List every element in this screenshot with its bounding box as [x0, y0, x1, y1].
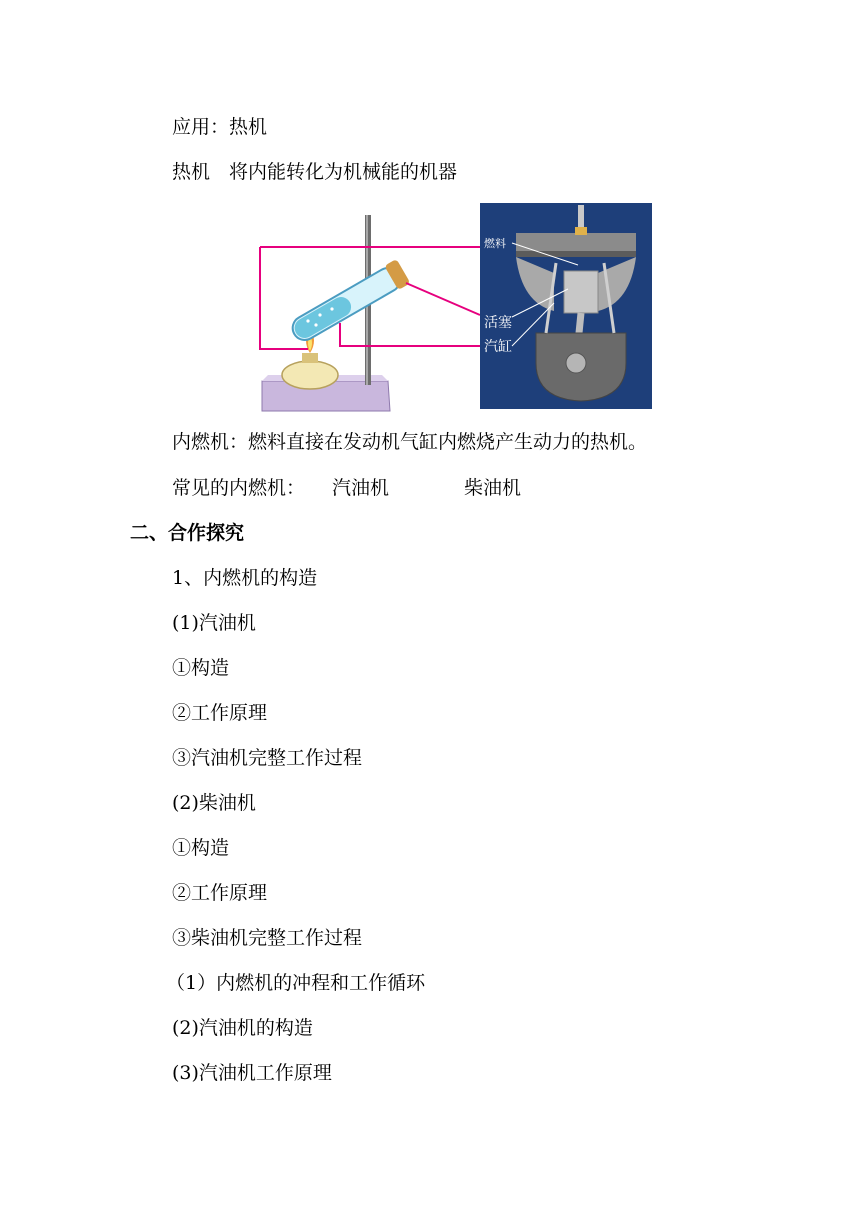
text-sub-1-process: ③汽油机完整工作过程	[172, 747, 363, 769]
fuel-label: 燃料	[484, 237, 506, 250]
text-common-ice-label: 常见的内燃机：	[172, 477, 306, 499]
text-sub-1-structure: ①构造	[172, 657, 230, 679]
text-review-2: (2)汽油机的构造	[172, 1017, 313, 1039]
heat-engine-figure	[258, 203, 658, 418]
piston-label: 活塞	[484, 315, 512, 331]
text-sub-2: (2)柴油机	[172, 792, 256, 814]
text-sub-2-structure: ①构造	[172, 837, 230, 859]
text-sub-2-process: ③柴油机完整工作过程	[172, 927, 363, 949]
text-heat-engine-definition: 热机 将内能转化为机械能的机器	[172, 161, 458, 183]
text-diesel-engine: 柴油机	[464, 477, 522, 499]
text-gasoline-engine: 汽油机	[332, 477, 390, 499]
crankshaft	[566, 353, 586, 373]
pointer-line-tube	[340, 323, 480, 346]
text-ice-definition: 内燃机：燃料直接在发动机气缸内燃烧产生动力的热机。	[172, 431, 648, 453]
text-application: 应用：热机	[172, 116, 268, 138]
cylinder-label: 汽缸	[484, 339, 512, 355]
text-review-1: （1）内燃机的冲程和工作循环	[166, 972, 426, 994]
piston	[564, 271, 598, 313]
text-sub-1: (1)汽油机	[172, 612, 256, 634]
text-review-3: (3)汽油机工作原理	[172, 1062, 332, 1084]
heat-engine-illustration	[258, 203, 658, 413]
pointer-line-stopper	[406, 283, 480, 315]
alcohol-lamp	[282, 361, 338, 389]
text-item-1: 1、内燃机的构造	[172, 567, 318, 589]
section-heading-cooperative-inquiry: 二、合作探究	[130, 522, 245, 544]
text-sub-1-principle: ②工作原理	[172, 702, 268, 724]
text-sub-2-principle: ②工作原理	[172, 882, 268, 904]
